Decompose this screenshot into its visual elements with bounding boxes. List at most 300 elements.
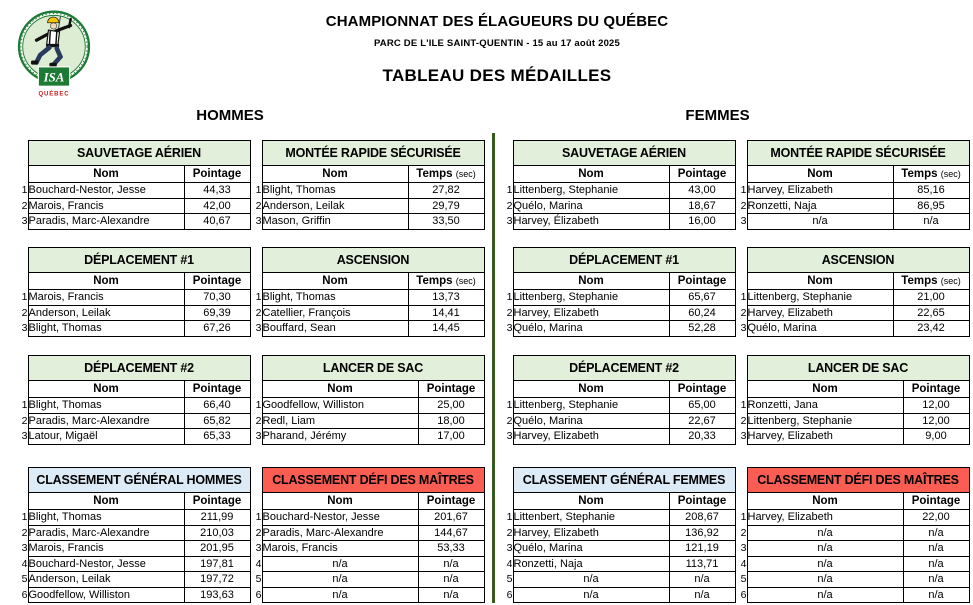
competitor-name: Harvey, Elizabeth [513,429,669,445]
rank-number: 2 [255,199,262,212]
table-title: LANCER DE SAC [747,356,969,381]
competitor-name: Ronzetti, Naja [747,198,893,214]
competitor-name: Blight, Thomas [28,398,184,414]
score-value: 17,00 [418,429,484,445]
column-header-nom: Nom [747,493,903,510]
score-value: 121,19 [669,541,735,557]
result-row [12,510,250,526]
rank-gutter [497,141,513,166]
section-label-hommes: HOMMES [196,107,264,124]
table-block-hommes-montee [246,140,485,230]
rank-number: 1 [255,184,262,197]
medal-table [497,355,736,445]
table-title: SAUVETAGE AÉRIEN [28,141,250,166]
column-header-nom: Nom [28,166,184,183]
rank-gutter [731,141,747,166]
result-row [246,413,484,429]
column-header-nom: Nom [513,381,669,398]
rank-gutter [731,273,747,290]
score-value: 60,24 [669,305,735,321]
result-row [246,556,484,572]
rank-gutter [12,468,28,493]
score-value: n/a [903,541,969,557]
rank-number: 1 [255,291,262,304]
rank-gutter [12,493,28,510]
column-header-nom: Nom [28,493,184,510]
temps-label: Temps [416,275,453,287]
score-value: n/a [669,572,735,588]
table-block-classement-general-femmes [497,467,736,603]
rank-number: 1 [21,511,28,524]
table-title: DÉPLACEMENT #1 [513,248,735,273]
rank-gutter [12,381,28,398]
rank-number: 1 [21,399,28,412]
medal-table [246,355,485,445]
column-header-pointage: Pointage [903,493,969,510]
score-value: n/a [418,587,484,603]
competitor-name: Bouchard-Nestor, Jesse [262,510,418,526]
table-block-femmes-deplacement-1 [497,247,736,337]
result-row [12,556,250,572]
result-row [497,556,735,572]
medal-table [731,247,970,337]
competitor-name: Goodfellow, Williston [262,398,418,414]
competitor-name: n/a [747,525,903,541]
column-header-pointage: Pointage [184,166,250,183]
rank-gutter [246,166,262,183]
result-row [246,525,484,541]
competitor-name: n/a [513,572,669,588]
competitor-name: Blight, Thomas [262,183,408,199]
rank-gutter [731,381,747,398]
time-value: 14,45 [408,321,484,337]
competitor-name: Marois, Francis [28,290,184,306]
result-row [497,398,735,414]
rank-number: 6 [21,588,28,601]
time-value: 21,00 [893,290,969,306]
competitor-name: Paradis, Marc-Alexandre [28,413,184,429]
column-header-pointage: Pointage [669,273,735,290]
rank-number: 2 [506,306,513,319]
score-value: 201,95 [184,541,250,557]
time-value: n/a [893,214,969,230]
score-value: 69,39 [184,305,250,321]
competitor-name: Ronzetti, Naja [513,556,669,572]
result-row [246,198,484,214]
score-value: 67,26 [184,321,250,337]
rank-gutter [246,248,262,273]
rank-number: 2 [506,526,513,539]
table-title: DÉPLACEMENT #1 [28,248,250,273]
score-value: 211,99 [184,510,250,526]
result-row [731,525,969,541]
rank-gutter [246,468,262,493]
rank-number: 2 [21,414,28,427]
competitor-name: Quélo, Marina [513,413,669,429]
score-value: 197,81 [184,556,250,572]
rank-number: 3 [21,430,28,443]
column-header-nom: Nom [513,273,669,290]
score-value: 20,33 [669,429,735,445]
result-row [12,198,250,214]
rank-gutter [246,273,262,290]
logo-region-text: QUÉBEC [38,91,70,98]
score-value: 16,00 [669,214,735,230]
column-header-temps [408,273,484,290]
competitor-name: n/a [747,556,903,572]
medal-table [246,247,485,337]
competitor-name: Marois, Francis [28,198,184,214]
rank-gutter [246,381,262,398]
rank-number: 4 [506,557,513,570]
rank-number: 1 [506,511,513,524]
result-row [497,429,735,445]
section-divider [492,133,495,603]
result-row [12,413,250,429]
score-value: n/a [903,587,969,603]
time-value: 29,79 [408,198,484,214]
result-row [12,290,250,306]
rank-number: 3 [740,542,747,555]
score-value: 210,03 [184,525,250,541]
column-header-nom: Nom [747,273,893,290]
result-row [731,183,969,199]
medal-table [731,355,970,445]
competitor-name: n/a [262,587,418,603]
competitor-name: Littenberg, Stephanie [513,290,669,306]
table-block-femmes-ascension [731,247,970,337]
score-value: n/a [903,556,969,572]
table-title: CLASSEMENT GÉNÉRAL FEMMES [513,468,735,493]
table-block-femmes-deplacement-2 [497,355,736,445]
result-row [246,214,484,230]
table-title: DÉPLACEMENT #2 [28,356,250,381]
rank-number: 3 [506,215,513,228]
time-value: 14,41 [408,305,484,321]
result-row [246,183,484,199]
rank-number: 3 [506,430,513,443]
score-value: 43,00 [669,183,735,199]
rank-number: 4 [21,557,28,570]
column-header-nom: Nom [262,381,418,398]
result-row [497,587,735,603]
rank-gutter [497,356,513,381]
competitor-name: Quélo, Marina [513,541,669,557]
table-block-hommes-ascension [246,247,485,337]
column-header-nom: Nom [747,381,903,398]
competitor-name: Anderson, Leilak [262,198,408,214]
time-value: 86,95 [893,198,969,214]
score-value: 12,00 [903,413,969,429]
competitor-name: Littenbert, Stephanie [513,510,669,526]
competitor-name: Pharand, Jérémy [262,429,418,445]
competitor-name: n/a [747,587,903,603]
rank-number: 1 [255,399,262,412]
page-title: CHAMPIONNAT DES ÉLAGUEURS DU QUÉBEC [325,13,669,30]
result-row [731,413,969,429]
table-block-hommes-deplacement-1 [12,247,251,337]
column-header-nom: Nom [513,166,669,183]
score-value: 25,00 [418,398,484,414]
result-row [497,510,735,526]
score-value: 136,92 [669,525,735,541]
board-title: TABLEAU DES MÉDAILLES [382,66,612,85]
table-title: CLASSEMENT DÉFI DES MAÎTRES [747,468,969,493]
time-value: 33,50 [408,214,484,230]
rank-gutter [731,166,747,183]
rank-gutter [12,248,28,273]
table-title: LANCER DE SAC [262,356,484,381]
table-title: MONTÉE RAPIDE SÉCURISÉE [262,141,484,166]
score-value: 42,00 [184,198,250,214]
result-row [246,572,484,588]
score-value: 201,67 [418,510,484,526]
column-header-nom: Nom [747,166,893,183]
temps-unit-label: (sec) [455,169,476,179]
rank-number: 5 [506,573,513,586]
rank-number: 4 [740,557,747,570]
result-row [246,290,484,306]
table-block-femmes-lancer [731,355,970,445]
competitor-name: Anderson, Leilak [28,572,184,588]
rank-gutter [246,493,262,510]
rank-number: 3 [255,215,262,228]
competitor-name: Quélo, Marina [747,321,893,337]
column-header-nom: Nom [28,273,184,290]
rank-number: 1 [740,184,747,197]
table-block-defi-maitres-femmes [731,467,970,603]
result-row [731,510,969,526]
temps-label: Temps [416,168,453,180]
score-value: 70,30 [184,290,250,306]
rank-number: 5 [21,573,28,586]
competitor-name: Paradis, Marc-Alexandre [262,525,418,541]
result-row [497,525,735,541]
score-value: 22,00 [903,510,969,526]
temps-unit-label: (sec) [940,276,961,286]
competitor-name: Littenberg, Stephanie [513,398,669,414]
medal-table [497,140,736,230]
result-row [497,198,735,214]
table-block-femmes-sauvetage [497,140,736,230]
result-row [497,305,735,321]
result-row [12,572,250,588]
competitor-name: Littenberg, Stephanie [747,290,893,306]
competitor-name: Harvey, Elizabeth [747,183,893,199]
rank-number: 1 [255,511,262,524]
competitor-name: Marois, Francis [28,541,184,557]
score-value: 65,33 [184,429,250,445]
table-title: SAUVETAGE AÉRIEN [513,141,735,166]
competitor-name: Goodfellow, Williston [28,587,184,603]
rank-number: 2 [506,199,513,212]
competitor-name: n/a [747,214,893,230]
competitor-name: Blight, Thomas [262,290,408,306]
rank-number: 2 [740,414,747,427]
column-header-nom: Nom [28,381,184,398]
competitor-name: Marois, Francis [262,541,418,557]
competitor-name: Littenberg, Stephanie [513,183,669,199]
rank-number: 3 [255,430,262,443]
table-title: ASCENSION [747,248,969,273]
result-row [12,587,250,603]
table-block-hommes-sauvetage [12,140,251,230]
score-value: 113,71 [669,556,735,572]
column-header-nom: Nom [513,493,669,510]
rank-gutter [12,141,28,166]
rank-gutter [246,356,262,381]
column-header-pointage: Pointage [669,493,735,510]
rank-number: 6 [255,588,262,601]
temps-label: Temps [901,275,938,287]
column-header-pointage: Pointage [184,381,250,398]
rank-number: 3 [506,542,513,555]
rank-number: 2 [255,526,262,539]
score-value: 197,72 [184,572,250,588]
result-row [731,290,969,306]
result-row [497,321,735,337]
event-location-date: PARC DE L'ILE SAINT-QUENTIN - 15 au 17 août 2025 [373,38,621,49]
score-value: 65,67 [669,290,735,306]
competitor-name: Bouchard-Nestor, Jesse [28,183,184,199]
table-title: MONTÉE RAPIDE SÉCURISÉE [747,141,969,166]
medal-table [12,247,251,337]
column-header-nom: Nom [262,273,408,290]
rank-number: 2 [506,414,513,427]
competitor-name: Harvey, Elizabeth [747,305,893,321]
competitor-name: n/a [747,541,903,557]
rank-gutter [497,248,513,273]
score-value: n/a [418,572,484,588]
section-label-femmes: FEMMES [685,107,750,124]
competitor-name: n/a [513,587,669,603]
result-row [12,305,250,321]
rank-number: 6 [740,588,747,601]
competitor-name: Ronzetti, Jana [747,398,903,414]
result-row [731,305,969,321]
column-header-pointage: Pointage [418,493,484,510]
table-block-defi-maitres-hommes [246,467,485,603]
temps-label: Temps [901,168,938,180]
table-block-classement-general-hommes [12,467,251,603]
score-value: 65,82 [184,413,250,429]
time-value: 13,73 [408,290,484,306]
time-value: 85,16 [893,183,969,199]
column-header-temps [893,273,969,290]
logo-org-text: ISA [43,70,65,85]
column-header-temps [408,166,484,183]
table-block-hommes-lancer [246,355,485,445]
rank-number: 3 [21,322,28,335]
result-row [497,572,735,588]
score-value: 12,00 [903,398,969,414]
result-row [246,305,484,321]
medal-table [497,247,736,337]
competitor-name: Harvey, Elizabeth [513,305,669,321]
competitor-name: n/a [747,572,903,588]
result-row [731,198,969,214]
competitor-name: n/a [262,556,418,572]
competitor-name: Redl, Liam [262,413,418,429]
rank-number: 3 [255,542,262,555]
score-value: 9,00 [903,429,969,445]
result-row [12,321,250,337]
result-row [731,429,969,445]
rank-number: 2 [255,306,262,319]
result-row [12,398,250,414]
rank-number: 2 [21,526,28,539]
rank-number: 3 [255,322,262,335]
rank-number: 2 [255,414,262,427]
result-row [731,572,969,588]
competitor-name: n/a [262,572,418,588]
score-value: 66,40 [184,398,250,414]
score-value: 193,63 [184,587,250,603]
score-value: 65,00 [669,398,735,414]
medal-table [731,140,970,230]
medal-table [246,140,485,230]
competitor-name: Catellier, François [262,305,408,321]
result-row [12,429,250,445]
score-value: n/a [418,556,484,572]
competitor-name: Bouffard, Sean [262,321,408,337]
score-value: 44,33 [184,183,250,199]
rank-number: 2 [740,526,747,539]
result-row [12,525,250,541]
table-title: CLASSEMENT DÉFI DES MAÎTRES [262,468,484,493]
competitor-name: Quélo, Marina [513,321,669,337]
rank-number: 3 [740,430,747,443]
result-row [12,541,250,557]
column-header-nom: Nom [262,493,418,510]
score-value: 22,67 [669,413,735,429]
column-header-pointage: Pointage [184,273,250,290]
temps-unit-label: (sec) [455,276,476,286]
result-row [497,541,735,557]
rank-gutter [497,166,513,183]
rank-gutter [731,493,747,510]
rank-number: 2 [740,306,747,319]
score-value: n/a [669,587,735,603]
result-row [246,398,484,414]
rank-number: 2 [21,199,28,212]
result-row [246,510,484,526]
rank-gutter [12,273,28,290]
result-row [246,541,484,557]
rank-number: 3 [740,322,747,335]
rank-number: 1 [506,184,513,197]
time-value: 22,65 [893,305,969,321]
table-block-femmes-montee [731,140,970,230]
rank-gutter [497,273,513,290]
rank-number: 3 [506,322,513,335]
rank-number: 5 [740,573,747,586]
column-header-pointage: Pointage [418,381,484,398]
rank-number: 3 [740,215,747,228]
competitor-name: Blight, Thomas [28,510,184,526]
time-value: 23,42 [893,321,969,337]
rank-number: 1 [506,399,513,412]
result-row [497,413,735,429]
table-block-hommes-deplacement-2 [12,355,251,445]
column-header-pointage: Pointage [184,493,250,510]
competitor-name: Paradis, Marc-Alexandre [28,214,184,230]
competitor-name: Harvey, Elizabeth [747,429,903,445]
rank-number: 2 [740,199,747,212]
result-row [731,398,969,414]
rank-number: 3 [21,215,28,228]
result-row [12,214,250,230]
